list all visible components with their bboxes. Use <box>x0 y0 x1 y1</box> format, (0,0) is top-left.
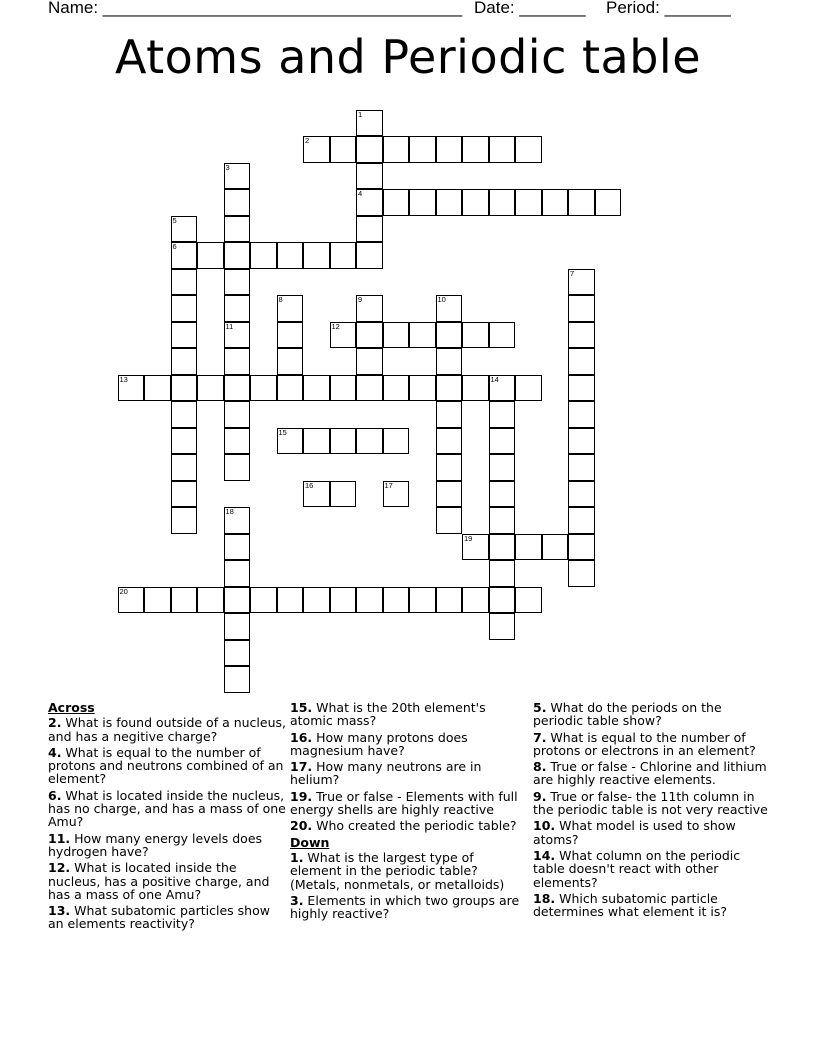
grid-cell[interactable] <box>383 587 410 614</box>
clue-item-text: Which subatomic particle determines what element it is? <box>533 890 728 920</box>
grid-cell[interactable] <box>462 534 489 561</box>
grid-cell[interactable] <box>568 348 595 375</box>
grid-cell[interactable] <box>489 560 516 587</box>
clue-item-text: Elements in which two groups are highly reactive? <box>290 892 520 922</box>
grid-cell[interactable] <box>436 322 463 349</box>
grid-cell[interactable] <box>303 587 330 614</box>
clue-item-number: 6. <box>48 787 62 803</box>
clue-item-number: 12. <box>48 860 71 876</box>
grid-cell[interactable] <box>436 375 463 402</box>
clue-item-text: How many neutrons are in helium? <box>290 759 482 788</box>
grid-cell[interactable] <box>568 428 595 455</box>
clue-item-text: True or false - Elements with full energy shells are highly reactive <box>290 788 518 818</box>
clue-number: 6 <box>172 242 177 251</box>
clue-item-number: 10. <box>533 818 556 834</box>
clue-number: 20 <box>119 586 128 596</box>
clue-item-number: 5. <box>533 700 547 715</box>
clue-item-number: 11. <box>48 830 71 846</box>
grid-cell[interactable] <box>277 242 304 269</box>
clue-number: 1 <box>358 109 363 119</box>
grid-cell[interactable] <box>568 401 595 428</box>
clue-item <box>533 760 771 787</box>
grid-cell[interactable] <box>436 587 463 614</box>
clue-item-text: What model is used to show atoms? <box>533 818 736 847</box>
clue-item-text: What do the periods on the periodic table show? <box>533 700 722 729</box>
grid-cell[interactable] <box>277 587 304 614</box>
grid-cell[interactable] <box>568 189 595 216</box>
grid-cell[interactable] <box>489 136 516 163</box>
grid-cell[interactable] <box>409 587 436 614</box>
clue-item <box>290 819 528 832</box>
grid-cell[interactable] <box>224 587 251 614</box>
grid-cell[interactable] <box>277 295 304 322</box>
grid-cell[interactable] <box>303 136 330 163</box>
grid-cell[interactable] <box>277 348 304 375</box>
grid-cell[interactable] <box>356 189 383 216</box>
grid-cell[interactable] <box>568 295 595 322</box>
clue-item-number: 7. <box>533 729 547 745</box>
grid-cell[interactable] <box>489 375 516 402</box>
grid-cell[interactable] <box>224 454 251 481</box>
clue-item-number: 20. <box>290 818 313 834</box>
grid-cell[interactable] <box>568 322 595 349</box>
clue-number: 12 <box>331 321 340 331</box>
grid-cell[interactable] <box>224 269 251 296</box>
grid-cell[interactable] <box>436 507 463 534</box>
grid-cell[interactable] <box>303 481 330 508</box>
clue-item <box>48 904 286 931</box>
grid-cell[interactable] <box>356 587 383 614</box>
grid-cell[interactable] <box>436 189 463 216</box>
grid-cell[interactable] <box>383 428 410 455</box>
clue-item-text: What subatomic particles show an elements reactivity? <box>48 903 270 932</box>
grid-cell[interactable] <box>171 295 198 322</box>
grid-cell[interactable] <box>515 375 542 402</box>
down-heading: Down <box>290 834 330 850</box>
grid-cell[interactable] <box>436 481 463 508</box>
clue-item-text: What is the largest type of element in the periodic table? (Metals, nonmetals, or metalloids) <box>290 849 505 892</box>
clue-item-number: 1. <box>290 849 304 865</box>
clues-column-2 <box>290 701 528 923</box>
grid-cell[interactable] <box>224 666 251 693</box>
clue-item-number: 8. <box>533 759 547 775</box>
grid-cell[interactable] <box>277 322 304 349</box>
grid-cell[interactable] <box>568 507 595 534</box>
grid-cell[interactable] <box>224 640 251 667</box>
grid-cell[interactable] <box>277 375 304 402</box>
grid-cell[interactable] <box>383 375 410 402</box>
grid-cell[interactable] <box>383 189 410 216</box>
grid-cell[interactable] <box>224 534 251 561</box>
across-heading: Across <box>48 700 95 715</box>
grid-cell[interactable] <box>515 136 542 163</box>
grid-cell[interactable] <box>383 481 410 508</box>
clue-item <box>290 894 528 921</box>
clue-item-number: 17. <box>290 759 313 775</box>
grid-cell[interactable] <box>277 428 304 455</box>
clue-item-text: What is located inside the nucleus, has a positive charge, and has a mass of one Amu? <box>48 860 270 902</box>
grid-cell[interactable] <box>356 136 383 163</box>
grid-cell[interactable] <box>224 189 251 216</box>
clue-item-text: What is equal to the number of protons and neutrons combined of an element? <box>48 744 284 787</box>
grid-cell[interactable] <box>224 242 251 269</box>
clue-item <box>533 849 771 889</box>
grid-cell[interactable] <box>489 322 516 349</box>
clue-item-text: What is found outside of a nucleus, and has a negitive charge? <box>48 715 287 744</box>
clue-item-text: What is the 20th element's atomic mass? <box>290 700 486 729</box>
clue-item <box>533 701 771 728</box>
grid-cell[interactable] <box>224 375 251 402</box>
grid-cell[interactable] <box>330 242 357 269</box>
clue-number: 9 <box>358 295 363 304</box>
grid-cell[interactable] <box>356 163 383 190</box>
grid-cell[interactable] <box>542 189 569 216</box>
grid-cell[interactable] <box>542 534 569 561</box>
clue-number: 11 <box>225 321 234 331</box>
period-field: Period: _______ <box>606 0 731 17</box>
clue-item <box>290 790 528 817</box>
clue-item-number: 4. <box>48 744 62 760</box>
grid-cell[interactable] <box>224 560 251 587</box>
grid-cell[interactable] <box>436 428 463 455</box>
grid-cell[interactable] <box>224 163 251 190</box>
grid-cell[interactable] <box>409 322 436 349</box>
grid-cell[interactable] <box>197 242 224 269</box>
clue-item <box>290 701 528 728</box>
clue-item-text: What is located inside the nucleus, has no charge, and has a mass of one Amu? <box>48 787 286 830</box>
grid-cell[interactable] <box>197 587 224 614</box>
grid-cell[interactable] <box>436 401 463 428</box>
grid-cell[interactable] <box>224 295 251 322</box>
clue-item-number: 18. <box>533 890 556 906</box>
clue-number: 18 <box>225 507 234 516</box>
grid-cell[interactable] <box>171 269 198 296</box>
clue-item-text: What column on the periodic table doesn't react with other elements? <box>533 847 741 890</box>
grid-cell[interactable] <box>171 322 198 349</box>
grid-cell[interactable] <box>489 401 516 428</box>
grid-cell[interactable] <box>171 587 198 614</box>
grid-cell[interactable] <box>171 401 198 428</box>
clue-number: 13 <box>119 374 128 384</box>
clue-item <box>48 716 286 743</box>
grid-cell[interactable] <box>515 534 542 561</box>
clue-number: 2 <box>305 136 310 145</box>
grid-cell[interactable] <box>436 295 463 322</box>
clue-item-text: How many energy levels does hydrogen have? <box>48 830 263 859</box>
grid-cell[interactable] <box>224 507 251 534</box>
clues-column-3 <box>533 701 771 921</box>
grid-cell[interactable] <box>224 322 251 349</box>
grid-cell[interactable] <box>171 428 198 455</box>
grid-cell[interactable] <box>489 428 516 455</box>
clue-item-number: 19. <box>290 788 313 804</box>
grid-cell[interactable] <box>462 375 489 402</box>
grid-cell[interactable] <box>171 507 198 534</box>
grid-cell[interactable] <box>568 481 595 508</box>
grid-cell[interactable] <box>383 322 410 349</box>
grid-cell[interactable] <box>462 322 489 349</box>
grid-cell[interactable] <box>356 242 383 269</box>
name-field: Name: ______________________________________ <box>48 0 463 17</box>
date-field: Date: _______ <box>474 0 586 17</box>
clue-item-number: 9. <box>533 788 547 804</box>
clue-number: 17 <box>384 480 393 490</box>
grid-cell[interactable] <box>303 428 330 455</box>
clue-number: 7 <box>570 268 575 278</box>
clue-number: 10 <box>437 295 446 304</box>
grid-cell[interactable] <box>330 375 357 402</box>
grid-cell[interactable] <box>171 348 198 375</box>
grid-cell[interactable] <box>118 587 145 614</box>
clue-item-number: 16. <box>290 729 313 745</box>
grid-cell[interactable] <box>330 136 357 163</box>
grid-cell[interactable] <box>330 428 357 455</box>
clue-number: 19 <box>464 533 473 543</box>
grid-cell[interactable] <box>489 507 516 534</box>
clue-item-text: How many protons does magnesium have? <box>290 729 468 758</box>
grid-cell[interactable] <box>171 242 198 269</box>
clue-item-text: True or false- the 11th column in the periodic table is not very reactive <box>533 788 768 818</box>
clue-item-text: True or false - Chlorine and lithium are highly reactive elements. <box>533 759 767 788</box>
clue-item <box>533 731 771 758</box>
clue-item-number: 13. <box>48 903 71 919</box>
grid-cell[interactable] <box>409 136 436 163</box>
grid-cell[interactable] <box>330 587 357 614</box>
clue-item <box>533 892 771 919</box>
grid-cell[interactable] <box>489 613 516 640</box>
grid-cell[interactable] <box>436 348 463 375</box>
grid-cell[interactable] <box>224 613 251 640</box>
clue-item <box>533 819 771 846</box>
clue-number: 14 <box>490 374 499 384</box>
grid-cell[interactable] <box>462 587 489 614</box>
grid-cell[interactable] <box>356 428 383 455</box>
grid-cell[interactable] <box>595 189 622 216</box>
grid-cell[interactable] <box>118 375 145 402</box>
grid-cell[interactable] <box>224 428 251 455</box>
clue-item <box>48 789 286 829</box>
page-title: Atoms and Periodic table <box>114 30 702 84</box>
grid-cell[interactable] <box>436 454 463 481</box>
grid-cell[interactable] <box>356 216 383 243</box>
clue-item <box>48 746 286 786</box>
grid-cell[interactable] <box>144 587 171 614</box>
grid-cell[interactable] <box>356 295 383 322</box>
grid-cell[interactable] <box>568 375 595 402</box>
grid-cell[interactable] <box>568 454 595 481</box>
grid-cell[interactable] <box>356 110 383 137</box>
grid-cell[interactable] <box>224 216 251 243</box>
clue-item <box>290 851 528 891</box>
grid-cell[interactable] <box>171 454 198 481</box>
grid-cell[interactable] <box>250 375 277 402</box>
grid-cell[interactable] <box>197 375 224 402</box>
grid-cell[interactable] <box>489 534 516 561</box>
grid-cell[interactable] <box>224 348 251 375</box>
clue-number: 16 <box>305 480 314 490</box>
clue-item-number: 14. <box>533 847 556 863</box>
clue-number: 5 <box>172 215 177 225</box>
clue-item-number: 15. <box>290 700 313 715</box>
grid-cell[interactable] <box>568 560 595 587</box>
grid-cell[interactable] <box>515 189 542 216</box>
grid-cell[interactable] <box>409 189 436 216</box>
clue-item <box>533 790 771 817</box>
grid-cell[interactable] <box>330 481 357 508</box>
clues-column-1 <box>48 701 286 934</box>
grid-cell[interactable] <box>250 242 277 269</box>
grid-cell[interactable] <box>171 216 198 243</box>
grid-cell[interactable] <box>250 587 277 614</box>
grid-cell[interactable] <box>303 375 330 402</box>
clue-number: 8 <box>278 295 283 304</box>
grid-cell[interactable] <box>383 136 410 163</box>
clue-item <box>48 861 286 901</box>
clue-number: 4 <box>358 189 363 198</box>
grid-cell[interactable] <box>356 348 383 375</box>
grid-cell[interactable] <box>489 454 516 481</box>
grid-cell[interactable] <box>171 375 198 402</box>
grid-cell[interactable] <box>489 481 516 508</box>
grid-cell[interactable] <box>568 269 595 296</box>
clue-item-number: 2. <box>48 715 62 731</box>
grid-cell[interactable] <box>568 534 595 561</box>
clue-number: 15 <box>278 427 287 437</box>
grid-cell[interactable] <box>489 587 516 614</box>
clue-number: 3 <box>225 162 230 172</box>
grid-cell[interactable] <box>436 136 463 163</box>
grid-cell[interactable] <box>515 587 542 614</box>
clue-item-number: 3. <box>290 892 304 908</box>
clue-item <box>290 760 528 787</box>
grid-cell[interactable] <box>303 242 330 269</box>
clue-item <box>290 731 528 758</box>
grid-cell[interactable] <box>489 189 516 216</box>
grid-cell[interactable] <box>356 322 383 349</box>
grid-cell[interactable] <box>462 136 489 163</box>
grid-cell[interactable] <box>462 189 489 216</box>
clue-item <box>48 832 286 859</box>
grid-cell[interactable] <box>409 375 436 402</box>
grid-cell[interactable] <box>356 375 383 402</box>
grid-cell[interactable] <box>171 481 198 508</box>
grid-cell[interactable] <box>144 375 171 402</box>
grid-cell[interactable] <box>330 322 357 349</box>
clue-item-text: What is equal to the number of protons or electrons in an element? <box>533 729 756 758</box>
clue-item-text: Who created the periodic table? <box>312 818 517 834</box>
grid-cell[interactable] <box>224 401 251 428</box>
